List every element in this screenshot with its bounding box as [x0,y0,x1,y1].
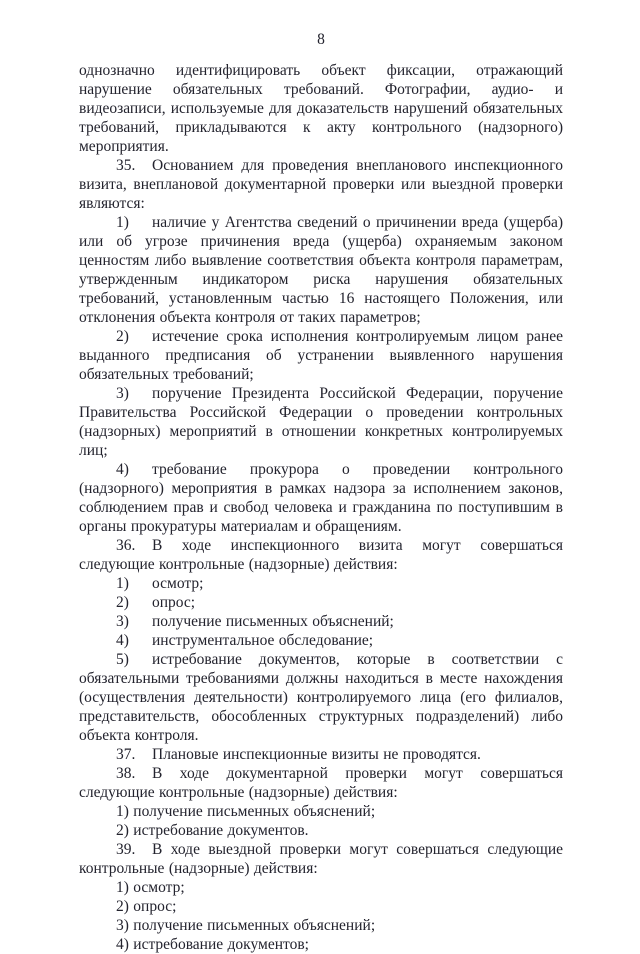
clause-36-item-1 [79,574,563,593]
item-number: 4) [116,461,129,478]
clause-35-item-2 [79,327,563,384]
paragraph-text: Плановые инспекционные визиты не проводятся. [152,746,481,763]
item-number: 1) [116,214,129,231]
paragraph-text: 4) истребование документов; [116,936,309,953]
paragraph-text: инструментальное обследование; [152,632,374,649]
paragraph-text: требование прокурора о проведении контрольного (надзорного) мероприятия в рамках надзора за исполнением законов, соблюдением прав и свобод человека и гражданина по поступившим в органы прокуратуры материалам и обращениям. [79,461,563,535]
paragraph-text: В ходе документарной проверки могут совершаться следующие контрольные (надзорные) действия: [79,765,563,801]
paragraph-continuation [79,61,563,156]
clause-35-item-4 [79,460,563,536]
clause-number: 39. [116,841,136,858]
paragraph-text: однозначно идентифицировать объект фиксации, отражающий нарушение обязательных требований. Фотографии, аудио- и видеозаписи, используемые для доказательств нарушений обязательных требований, прикладываются к акту контрольного (надзорного) мероприятия. [79,62,563,155]
paragraph-text: опрос; [152,594,196,611]
clause-36-item-4 [79,631,563,650]
clause-38-item-2 [79,821,563,840]
paragraph-text: поручение Президента Российской Федерации, поручение Правительства Российской Федерации о проведении контрольных (надзорных) мероприятий в отношении конкретных контролируемых лиц; [79,385,563,459]
clause-39-item-1 [79,878,563,897]
item-number: 2) [116,594,129,611]
clause-38 [79,764,563,802]
paragraph-text: истечение срока исполнения контролируемым лицом ранее выданного предписания об устранении выявленного нарушения обязательных требований; [79,328,563,383]
paragraph-text: В ходе инспекционного визита могут совершаться следующие контрольные (надзорные) действия: [79,537,563,573]
paragraph-text: 2) опрос; [116,898,177,915]
clause-35 [79,156,563,213]
paragraph-text: истребование документов, которые в соответствии с обязательными требованиями должны находиться в месте нахождения (осуществления деятельности) контролируемого лица (его филиалов, представительств, обособленных структурных подразделений) либо объекта контроля. [79,651,563,744]
item-number: 4) [116,632,129,649]
clause-36-item-2 [79,593,563,612]
paragraph-text: 2) истребование документов. [116,822,309,839]
clause-36 [79,536,563,574]
clause-39-item-4 [79,935,563,954]
paragraph-text: 1) получение письменных объяснений; [116,803,376,820]
paragraph-text: осмотр; [152,575,204,592]
paragraph-text: получение письменных объяснений; [152,613,394,630]
clause-number: 37. [116,746,136,763]
item-number: 3) [116,613,129,630]
clause-38-item-1 [79,802,563,821]
paragraph-text: 3) получение письменных объяснений; [116,917,376,934]
clause-number: 36. [116,537,136,554]
item-number: 1) [116,575,129,592]
clause-35-item-3 [79,384,563,460]
clause-37 [79,745,563,764]
paragraph-text: наличие у Агентства сведений о причинении вреда (ущерба) или об угрозе причинения вреда (ущерба) охраняемым законом ценностям либо выявление соответствия объекта контроля параметрам, утвержденным индикатором риска нарушения обязательных требований, установленным частью 16 настоящего Положения, или отклонения объекта контроля от таких параметров; [79,214,563,326]
clause-39 [79,840,563,878]
page-number: 8 [317,31,325,48]
clause-36-item-5 [79,650,563,745]
item-number: 2) [116,328,129,345]
clause-number: 38. [116,765,136,782]
paragraph-text: 1) осмотр; [116,879,185,896]
item-number: 3) [116,385,129,402]
paragraph-text: В ходе выездной проверки могут совершаться следующие контрольные (надзорные) действия: [79,841,563,877]
clause-39-item-2 [79,897,563,916]
clause-39-item-3 [79,916,563,935]
item-number: 5) [116,651,129,668]
clause-number: 35. [116,157,136,174]
clause-36-item-3 [79,612,563,631]
clause-35-item-1 [79,213,563,327]
paragraph-text: Основанием для проведения внепланового инспекционного визита, внеплановой документарной проверки или выездной проверки являются: [79,157,563,212]
